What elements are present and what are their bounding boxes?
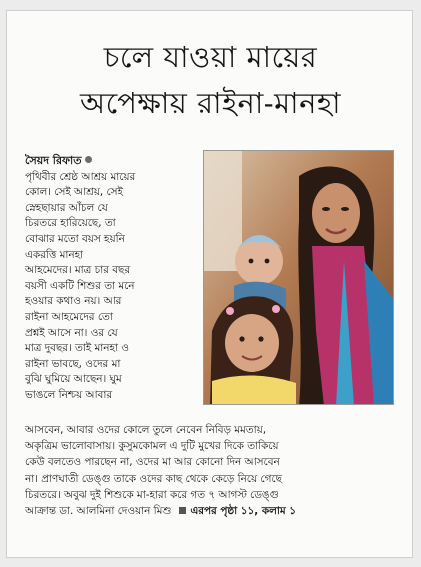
body-line: বোঝার মতো বয়স হয়নি <box>25 232 125 245</box>
body-line: মাত্র দুবছর। তাই মানহা ও <box>25 342 129 355</box>
byline <box>25 153 201 169</box>
headline <box>0 34 421 126</box>
body-line: আসবেন, আবার ওদের কোলে তুলে নেবেন নিবিড় মমতায়, <box>25 424 267 436</box>
article-body-full-width <box>25 422 395 519</box>
body-line: অকৃত্রিম ভালোবাসায়। কুসুমকোমল এ দুটি মুখের দিকে তাকিয়ে <box>25 440 279 453</box>
body-line: চিরতরে হারিয়েছে, তা <box>25 217 116 230</box>
body-line: কোল। সেই আশ্রয়, সেই <box>25 186 123 199</box>
bullet-dot-icon <box>85 156 92 163</box>
body-line-text: আক্রান্ত ডা. আলমিনা দেওয়ান মিশু <box>25 505 172 518</box>
body-line: চিরতরে। অবুঝ দুই শিশুকে মা-হারা করে গত ৭ আগস্ট ডেঙ্গু <box>25 488 279 501</box>
body-line: রাইনা ভাবছে, ওদের মা <box>25 357 121 370</box>
article-body-column <box>25 153 201 404</box>
continuation-note <box>179 505 296 517</box>
headline-line-2: অপেক্ষায় রাইনা-মানহা <box>79 86 342 120</box>
continuation-text: এরপর পৃষ্ঠা ১১, কলাম ১ <box>190 505 296 518</box>
body-line: পৃথিবীর শ্রেষ্ঠ আশ্রয় মায়ের <box>25 170 136 183</box>
body-line: ভাঙলে নিশ্চয় আবার <box>25 388 113 401</box>
photo-illustration <box>204 151 394 405</box>
body-line: বুঝি ঘুমিয়ে আছেন। ঘুম <box>25 373 122 386</box>
body-line: স্নেহছায়ার আঁচল যে <box>25 201 108 214</box>
body-line: একরত্তি মানহা <box>25 248 84 261</box>
body-line: আহমেদের। মাত্র চার বছর <box>25 264 131 277</box>
body-line: রাইনা আহমেদের তো <box>25 310 113 323</box>
byline-name: সৈয়দ রিফাত <box>25 154 82 167</box>
article-photo <box>203 150 394 405</box>
body-line: বয়সী একটি শিশুর তা মনে <box>25 279 135 292</box>
body-line: হওয়ার কথাও নয়। আর <box>25 295 122 308</box>
headline-line-1: চলে যাওয়া মায়ের <box>103 40 318 74</box>
body-line-last <box>25 503 395 519</box>
body-line: প্রশ্নই আসে না। ওর যে <box>25 326 118 339</box>
body-line: কেউ বলতেও পারছেন না, ওদের মা আর কোনো দিন আসবেন <box>25 456 280 469</box>
body-line: না। প্রাণঘাতী ডেঙ্গু তাকে ওদের কাছ থেকে কেড়ে নিয়ে গেছে <box>25 472 282 485</box>
square-bullet-icon <box>179 507 186 514</box>
